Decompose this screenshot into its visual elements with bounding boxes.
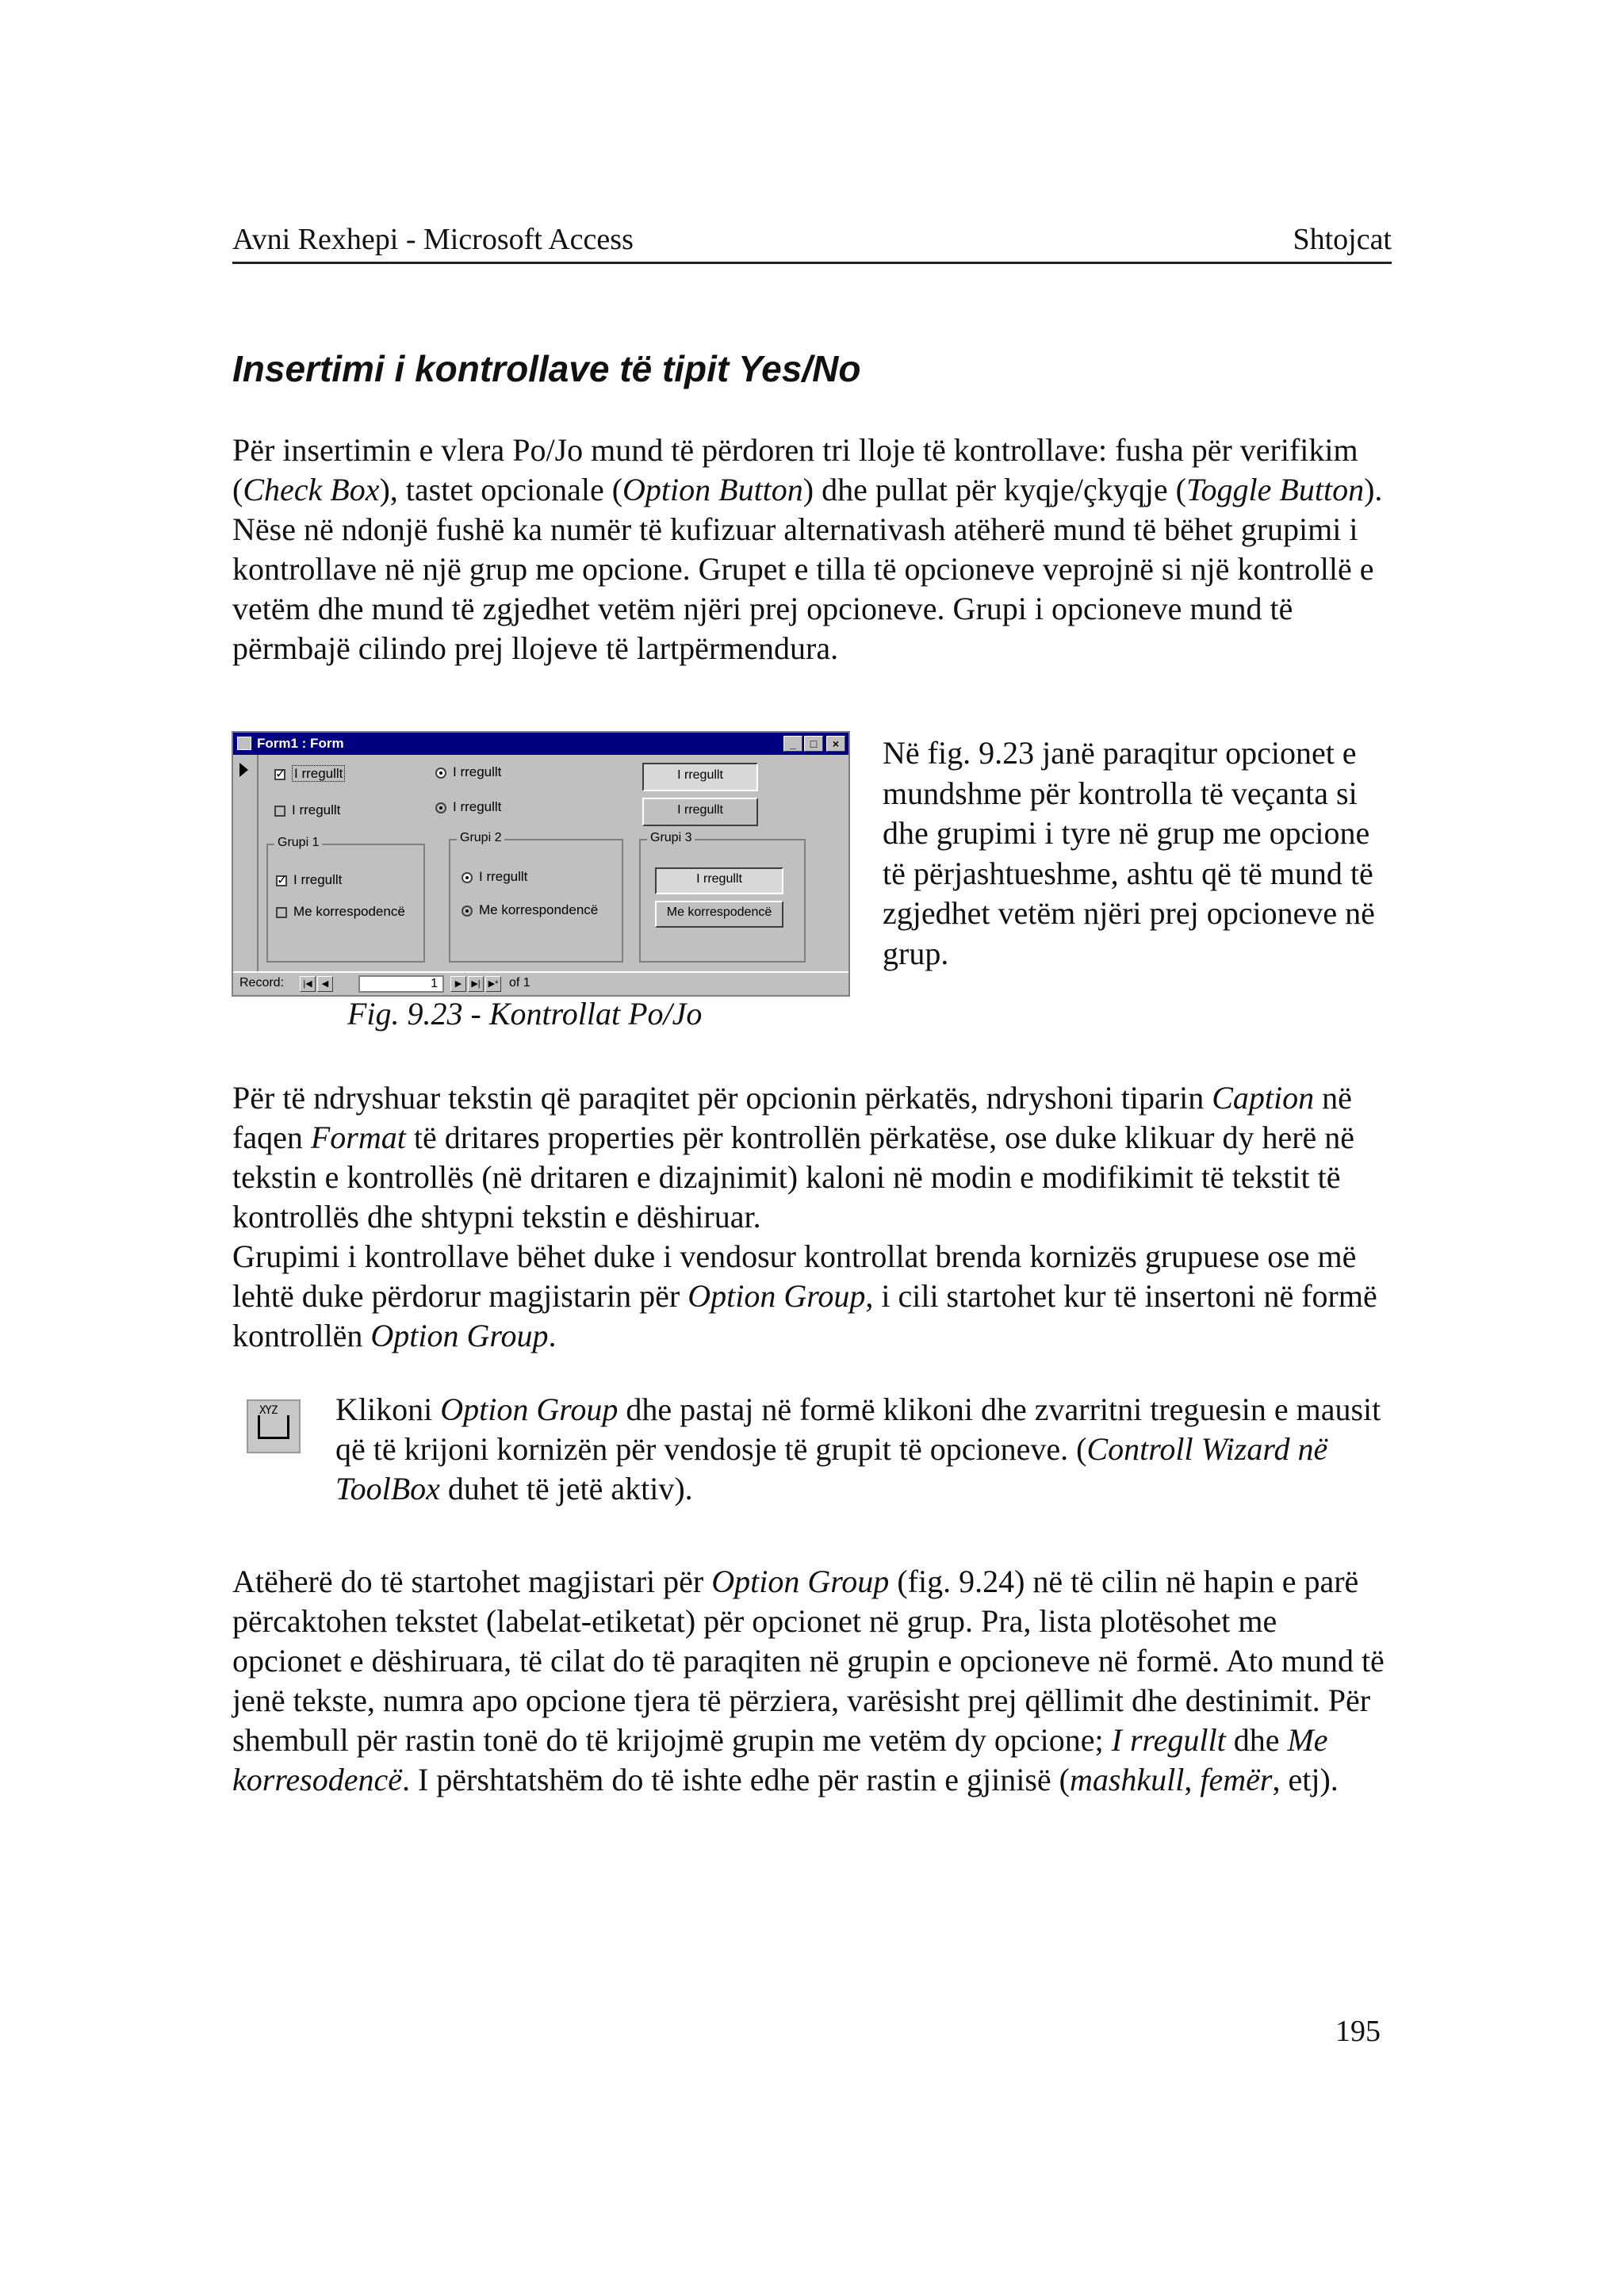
record-selector[interactable] xyxy=(233,755,259,973)
record-label: Record: xyxy=(239,976,285,990)
paragraph-wizard xyxy=(232,1562,1392,1800)
option-label: I rregullt xyxy=(479,869,528,884)
close-button[interactable]: × xyxy=(826,736,845,752)
checkbox-null-icon xyxy=(276,907,287,918)
paragraph-intro xyxy=(232,431,1392,668)
page-number: 195 xyxy=(1335,2015,1381,2048)
group3-toggle-2[interactable]: Me korrespodencë xyxy=(655,901,783,928)
checkbox-checked-icon xyxy=(276,875,287,886)
group1-option-2[interactable] xyxy=(276,904,405,920)
checkbox-checked-icon xyxy=(274,769,285,780)
header-rule xyxy=(232,262,1392,264)
figure-caption: Fig. 9.23 - Kontrollat Po/Jo xyxy=(347,996,703,1032)
section-title: Insertimi i kontrollave të tipit Yes/No xyxy=(232,348,861,389)
radio-label: I rregullt xyxy=(453,799,502,814)
checkbox-null-icon xyxy=(274,806,285,817)
radio-label: I rregullt xyxy=(453,764,502,779)
current-record-arrow-icon xyxy=(239,763,248,777)
checkbox-label: I rregullt xyxy=(292,765,345,782)
paragraph-intro-text: Për insertimin e vlera Po/Jo mund të përdoren tri lloje të kontrollave: fusha për verifikim (Check Box), tastet opcionale (Option Button) dhe pullat për kyqje/çkyqje (Toggle Button). Nëse në ndonjë fushë ka numër të kufizuar alternativash atëherë mund të bëhet grupimi i kontrollave në një grup me opcione. Grupet e tilla të opcioneve veprojnë si një kontrollë e vetëm dhe mund të zgjedhet vetëm njëri prej opcioneve. Grupi i opcioneve mund të përmbajë cilindo prej llojeve të lartpërmendura. xyxy=(232,432,1383,666)
next-record-icon[interactable]: ▶ xyxy=(450,976,466,992)
group2-option-2[interactable] xyxy=(462,902,598,918)
new-record-icon[interactable]: ▶* xyxy=(485,976,501,992)
checkbox-label: I rregullt xyxy=(292,802,341,817)
option-group-3[interactable] xyxy=(639,831,806,963)
toggle-standalone-1[interactable]: I rregullt xyxy=(642,763,758,791)
form-body xyxy=(233,755,848,973)
paragraph-caption-change-text: Për të ndryshuar tekstin që paraqitet për opcionin përkatës, ndryshoni tiparin Caption në faqen Format të dritares properties për kontrollën përkatëse, ose duke klikuar dy herë në tekstin e kontrollës (në dritaren e dizajnimit) kaloni në modin e modifikimit të tekstit të kontrollës dhe shtypni tekstin e dëshiruar. xyxy=(232,1080,1355,1235)
option-group-frame-shape xyxy=(258,1415,289,1439)
group1-option-1[interactable] xyxy=(276,872,342,888)
paragraph-wizard-text: Atëherë do të startohet magjistari për Option Group (fig. 9.24) në të cilin në hapin e parë përcaktohen tekstet (labelat-etiketat) për opcionet në grup. Pra, lista plotësohet me opcionet e dëshiruara, të cilat do të paraqiten në grupin e opcioneve në formë. Ato mund të jenë tekste, numra apo opcione tjera të përziera, varësisht prej qëllimit dhe destinimit. Për shembull për rastin tonë do të krijojmë grupin me vetëm dy opcione; I rregullt dhe Me korresodencë. I përshtatshëm do të ishte edhe për rastin e gjinisë (mashkull, femër, etj). xyxy=(232,1564,1385,1797)
radio-null-icon xyxy=(462,905,473,917)
option-group-icon-label: XYZ xyxy=(259,1404,278,1417)
option-label: Me korrespondencë xyxy=(479,902,599,917)
form-system-icon xyxy=(237,737,251,750)
maximize-button[interactable]: □ xyxy=(804,736,823,752)
minimize-button[interactable]: _ xyxy=(783,736,802,752)
option-group-instruction xyxy=(335,1390,1398,1509)
checkbox-standalone-1[interactable] xyxy=(274,766,345,782)
record-count: of 1 xyxy=(509,976,530,990)
option-label: Me korrespodencë xyxy=(293,904,405,919)
access-form-screenshot xyxy=(232,731,850,997)
radio-null-icon xyxy=(435,802,446,813)
first-record-icon[interactable]: |◀ xyxy=(300,976,316,992)
figure-side-text: Në fig. 9.23 janë paraqitur opcionet e mundshme për kontrolla të veçanta si dhe grupimi i tyre në grup me opcione të përjashtueshme, ashtu që të mund të zgjedhet vetëm njëri prej opcioneve në grup. xyxy=(883,735,1375,971)
option-group-instruction-text: Klikoni Option Group dhe pastaj në formë klikoni dhe zvarritni treguesin e mausit që të krijoni kornizën për vendosje të grupit të opcioneve. (Controll Wizard në ToolBox duhet të jetë aktiv). xyxy=(335,1391,1381,1506)
option-group-2[interactable] xyxy=(449,831,623,963)
form-titlebar xyxy=(233,733,848,755)
checkbox-standalone-2[interactable] xyxy=(274,802,340,818)
group-label: Grupi 3 xyxy=(647,831,695,845)
last-record-icon[interactable]: ▶| xyxy=(468,976,484,992)
running-header-right: Shtojcat xyxy=(1293,223,1392,256)
option-group-1[interactable] xyxy=(266,836,425,963)
radio-selected-icon xyxy=(435,768,446,779)
toggle-standalone-2[interactable]: I rregullt xyxy=(642,798,758,826)
form-title: Form1 : Form xyxy=(257,736,344,751)
option-group-icon xyxy=(247,1399,301,1453)
radio-standalone-2[interactable] xyxy=(435,799,501,815)
option-label: I rregullt xyxy=(293,872,343,887)
group2-option-1[interactable] xyxy=(462,869,527,885)
paragraph-grouping-text: Grupimi i kontrollave bëhet duke i vendosur kontrollat brenda kornizës grupuese ose më lehtë duke përdorur magjistarin për Option Group, i cili startohet kur të insertoni në formë kontrollën Option Group. xyxy=(232,1238,1377,1353)
group-label: Grupi 2 xyxy=(457,831,504,845)
record-navigation-bar xyxy=(233,971,848,995)
previous-record-icon[interactable]: ◀ xyxy=(317,976,333,992)
running-header-left: Avni Rexhepi - Microsoft Access xyxy=(232,223,634,256)
paragraph-caption-change xyxy=(232,1078,1392,1356)
radio-standalone-1[interactable] xyxy=(435,764,501,780)
radio-selected-icon xyxy=(462,872,473,883)
record-number-input[interactable]: 1 xyxy=(358,975,444,993)
group-label: Grupi 1 xyxy=(274,836,322,850)
group3-toggle-1[interactable]: I rregullt xyxy=(655,867,783,894)
